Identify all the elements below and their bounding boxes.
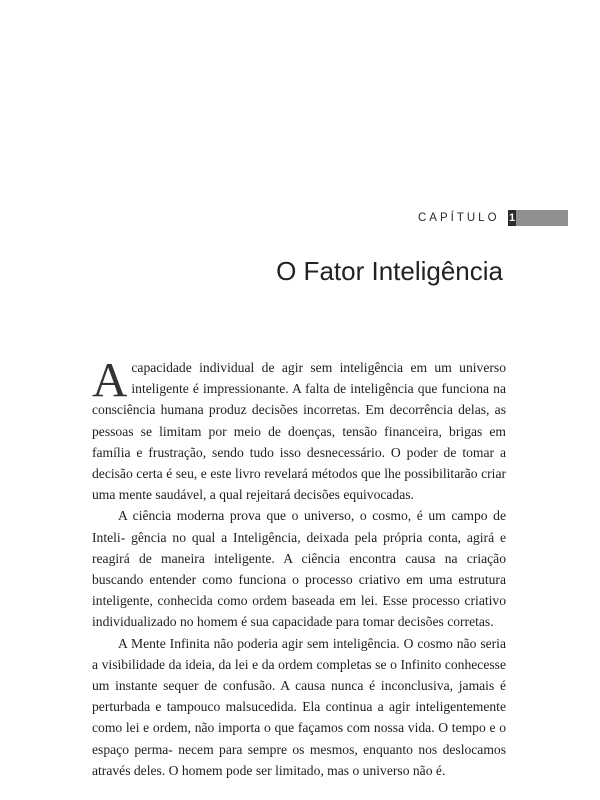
chapter-title: O Fator Inteligência xyxy=(276,256,503,286)
chapter-label xyxy=(418,210,503,226)
drop-cap: A xyxy=(92,352,128,407)
paragraph-1-text: capacidade individual de agir sem inteligência em um universo inteligente é impressionante. A falta de inteligência que funciona na consciência humana produz decisões incorretas. Em decorrência delas, as pessoas se limitam por meio de doenças, tensão financeira, brigas em família e frustração, sendo tudo isso desnecessário. O poder de tomar a decisão certa é seu, e este livro revelará métodos que lhe possibilitarão criar uma mente saudável, a qual rejeitará decisões equivocadas. xyxy=(92,360,506,503)
chapter-number: 1 xyxy=(508,212,516,224)
body-text xyxy=(92,352,506,781)
chapter-word: CAPÍTULO xyxy=(418,212,500,224)
paragraph-1 xyxy=(92,352,506,505)
paragraph-2: A ciência moderna prova que o universo, o cosmo, é um campo de Inteli- gência no qual a Inteligência, deixada pela própria conta, agirá e reagirá de maneira inteligente. A ciência encontra causa na criação buscando entender como funciona o processo criativo em uma estrutura inteligente, conhecida como ordem baseada em lei. Esse processo criativo individualizado no homem é sua capacidade para tomar decisões corretas. xyxy=(92,508,506,630)
chapter-number-bar xyxy=(508,210,568,226)
paragraph-3: A Mente Infinita não poderia agir sem inteligência. O cosmo não seria a visibilidade da ideia, da lei e da ordem completas se o Infinito conhecesse um instante sequer de confusão. A causa nunca é inconclusiva, jamais é perturbada e tampouco malsucedida. Ela continua a agir inteligentemente como lei e ordem, não importa o que façamos com nossa vida. O tempo e o espaço perma- necem para sempre os mesmos, enquanto nos deslocamos através deles. O homem pode ser limitado, mas o universo não é. xyxy=(92,635,506,778)
